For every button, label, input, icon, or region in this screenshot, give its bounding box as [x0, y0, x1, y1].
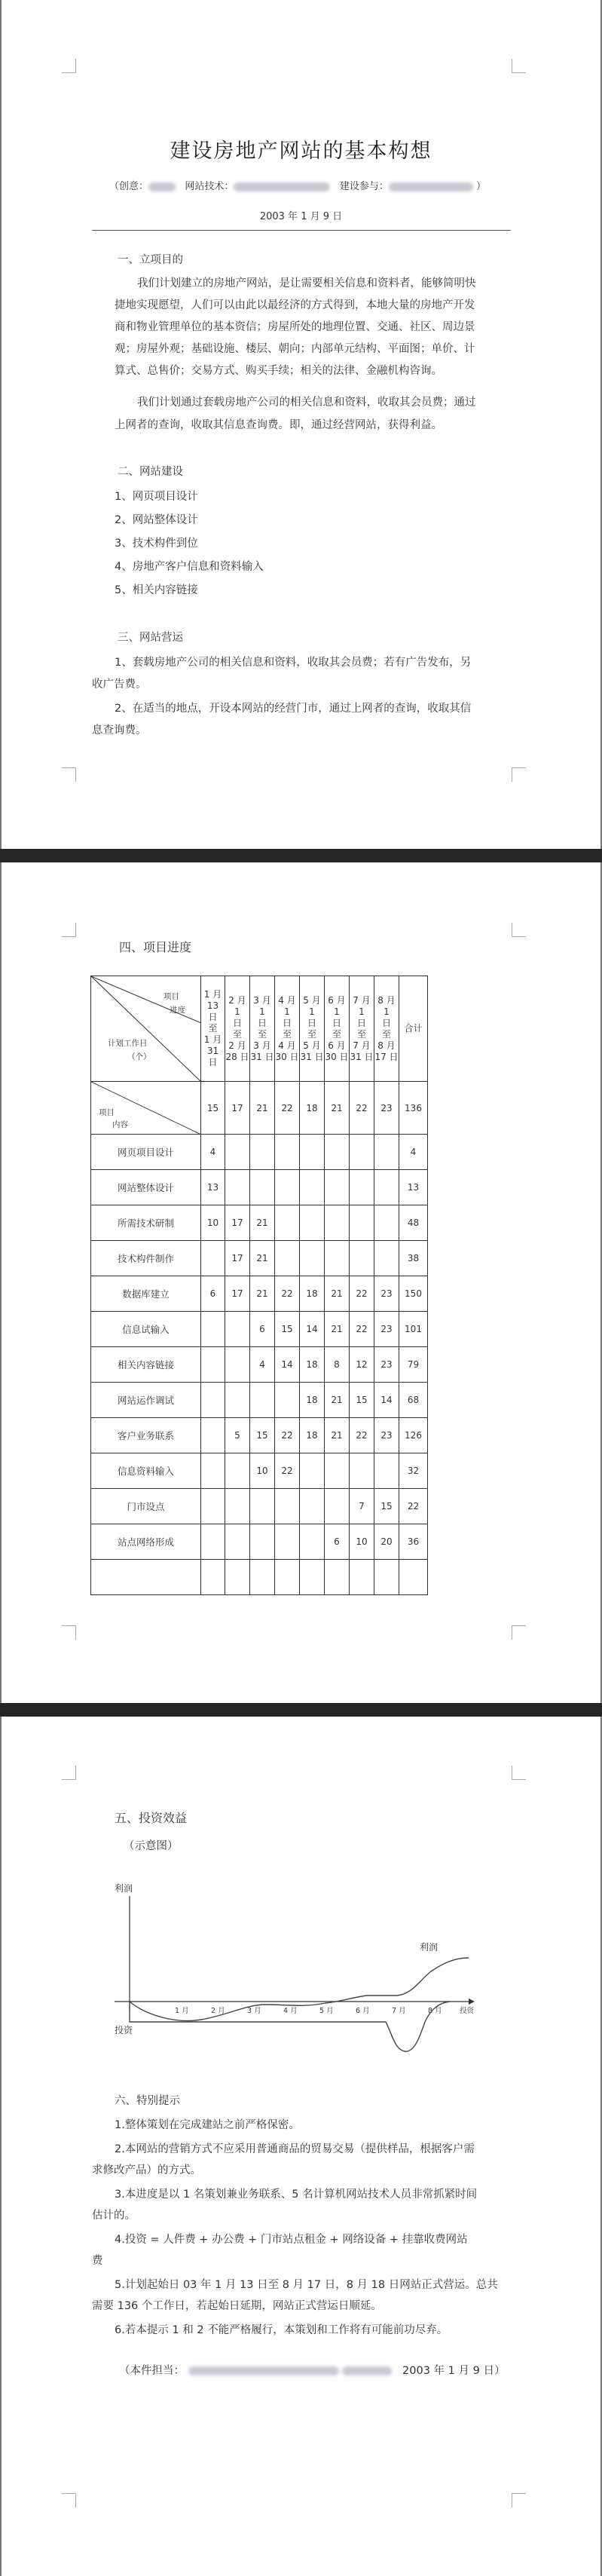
day-cell	[225, 1135, 250, 1170]
corner-label: 项目	[99, 1108, 115, 1117]
table-row	[91, 1241, 428, 1276]
total-cell: 48	[399, 1205, 428, 1241]
day-cell: 18	[300, 1383, 325, 1418]
column-header-line: 30 日	[275, 1051, 299, 1062]
task-name-cell: 信息试输入	[91, 1312, 201, 1347]
profit-label: 利润	[420, 1942, 439, 1953]
day-cell	[250, 1560, 275, 1595]
day-cell	[225, 1560, 250, 1595]
day-cell	[300, 1489, 325, 1524]
day-cell	[201, 1418, 225, 1453]
day-cell	[374, 1560, 399, 1595]
workdays-cell: 136	[399, 1082, 428, 1135]
day-cell: 14	[300, 1312, 325, 1347]
day-cell	[350, 1241, 374, 1276]
workdays-cell: 17	[225, 1082, 250, 1135]
column-header-line: 7 月 1	[353, 994, 371, 1017]
task-name-cell: 所需技术研制	[91, 1205, 201, 1241]
workdays-row	[91, 1082, 428, 1135]
day-cell: 21	[250, 1241, 275, 1276]
column-header-line: 31 日	[300, 1051, 324, 1062]
column-header-line: 2 月 1	[228, 994, 246, 1017]
day-cell: 4	[250, 1347, 275, 1383]
day-cell	[225, 1170, 250, 1205]
day-cell: 21	[325, 1312, 350, 1347]
day-cell	[275, 1560, 300, 1595]
day-cell: 8	[325, 1347, 350, 1383]
workdays-cell: 21	[325, 1082, 350, 1135]
document-date: 2003 年 1 月 9 日	[259, 211, 343, 222]
task-name-cell: 站点网络形成	[91, 1524, 201, 1560]
day-cell: 10	[250, 1453, 275, 1489]
total-cell: 101	[399, 1312, 428, 1347]
day-cell: 22	[350, 1418, 374, 1453]
column-header-line: 2 月	[228, 1040, 246, 1051]
day-cell: 10	[350, 1524, 374, 1560]
column-header-line: 至	[381, 1028, 391, 1040]
paragraph-line: 捷地实现愿望，人们可以由此以最经济的方式得到，本地大量的房地产开发	[115, 299, 475, 311]
column-header	[201, 976, 225, 1082]
day-cell	[201, 1347, 225, 1383]
day-cell: 23	[374, 1276, 399, 1312]
day-cell	[250, 1135, 275, 1170]
corner-label: 内容	[112, 1120, 128, 1129]
notice-line: 求修改产品）的方式。	[92, 2164, 201, 2176]
table-row	[91, 1453, 428, 1489]
day-cell	[300, 1170, 325, 1205]
corner-mark	[512, 1766, 526, 1780]
notice-line: 需要 136 个工作日，若起始日延期，网站正式营运日顺延。	[92, 2300, 382, 2312]
day-cell	[374, 1453, 399, 1489]
section-heading: 二、网站建设	[118, 466, 183, 478]
column-header-line: 日	[232, 1017, 242, 1028]
corner-label: 进度	[170, 1006, 185, 1015]
month-label: 4 月	[283, 2007, 298, 2015]
day-cell: 14	[374, 1383, 399, 1418]
column-header-line: 至	[282, 1028, 292, 1040]
investment-chart	[115, 1882, 491, 2059]
paragraph-line: 我们计划通过套载房地产公司的相关信息和资料，收取其会员费；通过	[137, 397, 476, 409]
day-cell: 18	[300, 1418, 325, 1453]
column-header-line: 至	[356, 1028, 366, 1040]
day-cell	[325, 1170, 350, 1205]
total-cell	[399, 1560, 428, 1595]
workdays-cell: 18	[300, 1082, 325, 1135]
section-heading: 一、立项目的	[118, 254, 183, 266]
day-cell	[350, 1170, 374, 1205]
column-header-line: 日	[257, 1017, 267, 1028]
column-header-line: 8 月 1	[377, 994, 396, 1017]
corner-mark	[512, 767, 526, 782]
paragraph-line: 我们计划建立的房地产网站，是让需要相关信息和资料者，能够简明快	[137, 277, 476, 289]
total-cell: 4	[399, 1135, 428, 1170]
month-label: 1 月	[175, 2007, 189, 2015]
paragraph-line: 1、套载房地产公司的相关信息和资料，收取其会员费；若有广告发布，另	[115, 657, 472, 669]
schedule-table	[90, 976, 428, 1595]
day-cell	[350, 1453, 374, 1489]
day-cell	[350, 1205, 374, 1241]
table-row	[91, 1205, 428, 1241]
day-cell: 14	[275, 1347, 300, 1383]
day-cell	[325, 1205, 350, 1241]
day-cell: 10	[201, 1205, 225, 1241]
day-cell: 23	[374, 1347, 399, 1383]
column-header-line: 至	[332, 1028, 341, 1040]
table-row	[91, 1524, 428, 1560]
corner-mark	[62, 59, 76, 73]
table-row	[91, 1276, 428, 1312]
day-cell	[201, 1453, 225, 1489]
table-row	[91, 1418, 428, 1453]
page-gap	[0, 849, 602, 862]
day-cell	[275, 1241, 300, 1276]
day-cell: 21	[325, 1383, 350, 1418]
notice-line: 6.若本提示 1 和 2 不能严格履行，本策划和工作将有可能前功尽弃。	[115, 2324, 448, 2336]
column-header	[374, 976, 399, 1082]
notice-line: 5.计划起始日 03 年 1 月 13 日至 8 月 17 日，8 月 18 日网站正式营运。总共	[115, 2279, 498, 2291]
total-cell: 150	[399, 1276, 428, 1312]
day-cell	[201, 1524, 225, 1560]
column-header-line: 至	[208, 1023, 218, 1034]
day-cell	[225, 1312, 250, 1347]
workdays-cell: 15	[201, 1082, 225, 1135]
paragraph-line: 算式、总售价；交易方式、购买手续；相关的法律、金融机构咨询。	[115, 365, 442, 377]
list-item: 5、相关内容链接	[115, 584, 198, 596]
corner-mark	[512, 2493, 526, 2507]
column-header	[300, 976, 325, 1082]
day-cell	[225, 1347, 250, 1383]
month-label: 8 月	[428, 2007, 442, 2015]
day-cell: 18	[300, 1276, 325, 1312]
day-cell	[300, 1241, 325, 1276]
column-header-line: 合计	[404, 1023, 423, 1034]
column-header	[275, 976, 300, 1082]
column-header-line: 30 日	[325, 1051, 349, 1062]
day-cell	[300, 1524, 325, 1560]
column-header-line: 7 月	[353, 1040, 371, 1051]
column-header-line: 日	[356, 1017, 366, 1028]
paragraph-line: 2、在适当的地点，开设本网站的经营门市，通过上网者的查询，收取其信	[115, 703, 472, 715]
day-cell: 21	[250, 1276, 275, 1312]
day-cell	[325, 1560, 350, 1595]
paragraph-line: 息查询费。	[92, 724, 147, 737]
column-header-line: 5 月	[303, 1040, 321, 1051]
total-cell: 22	[399, 1489, 428, 1524]
table-row	[91, 1312, 428, 1347]
day-cell	[250, 1170, 275, 1205]
section-heading: 六、特别提示	[115, 2095, 180, 2107]
day-cell	[275, 1383, 300, 1418]
day-cell	[225, 1489, 250, 1524]
column-header	[250, 976, 275, 1082]
table-row	[91, 1135, 428, 1170]
workdays-cell: 23	[374, 1082, 399, 1135]
day-cell: 22	[275, 1453, 300, 1489]
table-row	[91, 1170, 428, 1205]
day-cell: 22	[350, 1276, 374, 1312]
day-cell	[300, 1560, 325, 1595]
day-cell: 22	[275, 1276, 300, 1312]
column-header-line: 3 月	[253, 1040, 271, 1051]
section-heading: 四、项目进度	[119, 940, 192, 954]
day-cell	[325, 1135, 350, 1170]
document-page-3	[0, 1717, 602, 2576]
month-label: 5 月	[319, 2007, 334, 2015]
column-header-line: 至	[232, 1028, 242, 1040]
column-header-line: 17 日	[374, 1051, 399, 1062]
day-cell	[374, 1241, 399, 1276]
day-cell: 21	[325, 1418, 350, 1453]
day-cell: 13	[201, 1170, 225, 1205]
section-heading: 三、网站营运	[118, 632, 183, 644]
header-corner-cell	[91, 976, 201, 1082]
corner-mark	[62, 1766, 76, 1780]
month-label: 2 月	[211, 2007, 225, 2015]
day-cell	[300, 1135, 325, 1170]
day-cell	[275, 1524, 300, 1560]
day-cell	[201, 1312, 225, 1347]
corner-mark	[512, 59, 526, 73]
day-cell: 21	[250, 1205, 275, 1241]
diagonal-lines	[91, 976, 201, 1082]
day-cell	[250, 1383, 275, 1418]
task-name-cell: 相关内容链接	[91, 1347, 201, 1383]
day-cell	[275, 1135, 300, 1170]
day-cell: 18	[300, 1347, 325, 1383]
author-line: （创意： 网站技术： 建设参与： ）	[109, 181, 487, 192]
day-cell	[325, 1241, 350, 1276]
corner-mark	[62, 1625, 76, 1640]
notice-line: 估计的。	[92, 2210, 136, 2222]
divider	[92, 230, 511, 231]
corner-mark	[62, 923, 76, 937]
day-cell: 5	[225, 1418, 250, 1453]
table-row	[91, 1383, 428, 1418]
month-label: 6 月	[356, 2007, 370, 2015]
day-cell: 15	[350, 1383, 374, 1418]
column-header-line: 5 月 1	[303, 994, 321, 1017]
column-header-line: 日	[381, 1017, 391, 1028]
paragraph-line: 商和物业管理单位的基本资信；房屋所处的地理位置、交通、社区、周边景	[115, 321, 475, 333]
y-axis-label: 利润	[115, 1883, 133, 1894]
day-cell: 6	[325, 1524, 350, 1560]
day-cell	[201, 1241, 225, 1276]
column-header-line: 6 月 1	[328, 994, 346, 1017]
day-cell	[374, 1205, 399, 1241]
total-cell: 32	[399, 1453, 428, 1489]
day-cell: 17	[225, 1205, 250, 1241]
total-cell: 68	[399, 1383, 428, 1418]
day-cell: 12	[350, 1347, 374, 1383]
table-row	[91, 1489, 428, 1524]
list-item: 2、网站整体设计	[115, 514, 198, 526]
list-item: 4、房地产客户信息和资料输入	[115, 561, 264, 573]
table-header-row	[91, 976, 428, 1082]
day-cell	[325, 1453, 350, 1489]
paragraph-line: 上网者的查询，收取其信息查询费。即，通过经营网站，获得利益。	[115, 419, 442, 431]
paragraph-line: 收广告费。	[92, 678, 147, 691]
notice-line: 1.整体策划在完成建站之前严格保密。	[115, 2119, 300, 2131]
total-cell: 38	[399, 1241, 428, 1276]
day-cell	[225, 1383, 250, 1418]
corner-label: 项目	[163, 992, 179, 1001]
table-row	[91, 1560, 428, 1595]
day-cell: 17	[225, 1241, 250, 1276]
column-header-line: 28 日	[225, 1051, 249, 1062]
day-cell: 4	[201, 1135, 225, 1170]
day-cell: 7	[350, 1489, 374, 1524]
corner-mark	[512, 1625, 526, 1640]
day-cell: 15	[250, 1418, 275, 1453]
day-cell: 17	[225, 1276, 250, 1312]
day-cell: 23	[374, 1418, 399, 1453]
total-cell: 36	[399, 1524, 428, 1560]
column-header-line: 至	[307, 1028, 316, 1040]
corner-label: （个）	[127, 1052, 151, 1061]
notice-line: 3.本进度是以 1 名策划兼业务联系、5 名计算机网站技术人员非常抓紧时间	[115, 2189, 478, 2201]
column-header	[350, 976, 374, 1082]
corner-mark	[62, 2493, 76, 2507]
figure-caption: （示意图）	[124, 1840, 179, 1852]
workdays-cell: 22	[275, 1082, 300, 1135]
project-content-cell	[91, 1082, 201, 1135]
notice-line: 4.投资 = 人件费 + 办公费 + 门市站点租金 + 网络设备 + 挂靠收费网站	[115, 2234, 468, 2246]
day-cell	[275, 1489, 300, 1524]
column-header-line: 4 月 1	[278, 994, 296, 1017]
total-cell: 13	[399, 1170, 428, 1205]
column-header	[399, 976, 428, 1082]
day-cell: 22	[350, 1312, 374, 1347]
day-cell	[350, 1560, 374, 1595]
column-header	[325, 976, 350, 1082]
day-cell: 15	[374, 1489, 399, 1524]
column-header-line: 8 月	[377, 1040, 396, 1051]
column-header-line: 日	[282, 1017, 292, 1028]
column-header-line: 1 月	[203, 1034, 222, 1045]
day-cell	[225, 1453, 250, 1489]
task-name-cell: 网页项目设计	[91, 1135, 201, 1170]
column-header-line: 日	[332, 1017, 341, 1028]
workdays-cell: 21	[250, 1082, 275, 1135]
column-header-line: 3 月 1	[253, 994, 271, 1017]
day-cell	[201, 1383, 225, 1418]
task-name-cell	[91, 1560, 201, 1595]
day-cell: 15	[275, 1312, 300, 1347]
column-header-line: 31 日	[350, 1051, 374, 1062]
day-cell: 6	[201, 1276, 225, 1312]
page-gap	[0, 1703, 602, 1717]
corner-label: 计划工作日	[108, 1039, 148, 1048]
workdays-cell: 22	[350, 1082, 374, 1135]
day-cell	[350, 1135, 374, 1170]
day-cell	[275, 1170, 300, 1205]
task-name-cell: 门市设点	[91, 1489, 201, 1524]
corner-mark	[62, 767, 76, 782]
day-cell: 22	[275, 1418, 300, 1453]
day-cell	[250, 1524, 275, 1560]
day-cell	[300, 1453, 325, 1489]
month-label: 7 月	[392, 2007, 406, 2015]
invest-label: 投资	[115, 2025, 133, 2035]
section-heading: 五、投资效益	[115, 1811, 188, 1825]
list-item: 3、技术构件到位	[115, 538, 198, 550]
day-cell	[374, 1170, 399, 1205]
column-header-line: 13 日	[206, 1000, 219, 1022]
column-header-line: 31 日	[206, 1046, 219, 1067]
paragraph-line: 观；房屋外观；基础设施、楼层、朝向；内部单元结构、平面图；单价、计	[115, 343, 475, 355]
total-cell: 79	[399, 1347, 428, 1383]
task-name-cell: 客户业务联系	[91, 1418, 201, 1453]
day-cell	[250, 1489, 275, 1524]
corner-mark	[512, 923, 526, 937]
month-label: 3 月	[247, 2007, 261, 2015]
signature-line: （本件担当： 2003 年 1 月 9 日）	[119, 2365, 506, 2377]
task-name-cell: 网站运作调试	[91, 1383, 201, 1418]
day-cell: 20	[374, 1524, 399, 1560]
task-rows	[91, 1135, 428, 1595]
month-label: 投资	[460, 2007, 475, 2015]
list-item: 1、网页项目设计	[115, 491, 198, 503]
day-cell	[300, 1205, 325, 1241]
column-header-line: 日	[307, 1017, 316, 1028]
column-header-line: 至	[257, 1028, 267, 1040]
column-header-line: 4 月	[278, 1040, 296, 1051]
day-cell	[225, 1524, 250, 1560]
day-cell: 6	[250, 1312, 275, 1347]
document-page-1	[0, 0, 602, 849]
task-name-cell: 技术构件制作	[91, 1241, 201, 1276]
day-cell: 23	[374, 1312, 399, 1347]
table-row	[91, 1347, 428, 1383]
task-name-cell: 信息资料输入	[91, 1453, 201, 1489]
day-cell	[275, 1205, 300, 1241]
column-header	[225, 976, 250, 1082]
day-cell	[201, 1489, 225, 1524]
notice-line: 2.本网站的营销方式不应采用普通商品的贸易交易（提供样品，根据客户需	[115, 2143, 475, 2155]
day-cell: 21	[325, 1276, 350, 1312]
task-name-cell: 网站整体设计	[91, 1170, 201, 1205]
column-header-line: 31 日	[250, 1051, 274, 1062]
day-cell	[325, 1489, 350, 1524]
column-header-line: 6 月	[328, 1040, 346, 1051]
day-cell	[374, 1135, 399, 1170]
column-header-line: 1 月	[203, 989, 222, 1000]
total-cell: 126	[399, 1418, 428, 1453]
day-cell	[201, 1560, 225, 1595]
task-name-cell: 数据库建立	[91, 1276, 201, 1312]
notice-line: 费	[92, 2255, 103, 2267]
document-title: 建设房地产网站的基本构想	[170, 139, 432, 163]
